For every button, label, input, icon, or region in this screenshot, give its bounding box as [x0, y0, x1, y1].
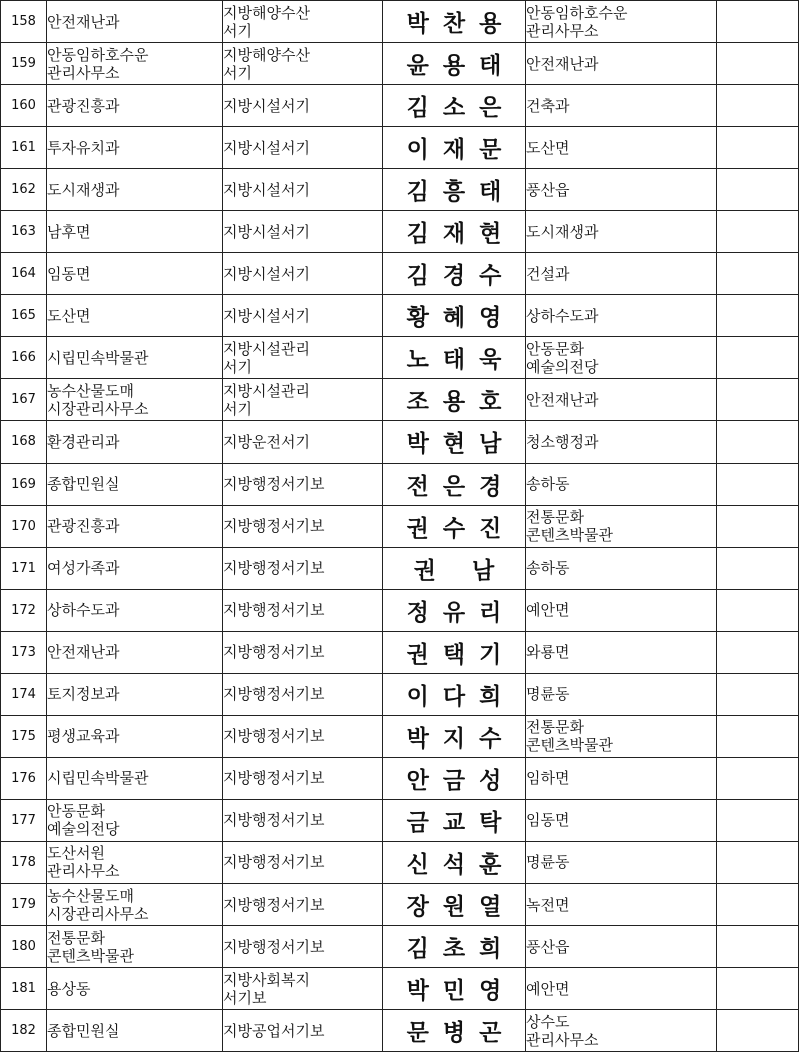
new-assignment [526, 337, 717, 379]
table-row [1, 547, 799, 589]
grade-line: 지방시설관리 [223, 381, 310, 400]
table-row [1, 295, 799, 337]
new-assignment [526, 379, 717, 421]
personnel-table-body [1, 1, 799, 1052]
grade-line: 지방행정서기보 [223, 475, 325, 494]
job-grade [223, 757, 383, 799]
assign-line: 상하수도과 [526, 306, 599, 325]
employee-name: 신석훈 [406, 850, 516, 878]
assign-line: 풍산읍 [526, 180, 570, 199]
dept-line: 여성가족과 [47, 559, 120, 578]
remarks [717, 505, 799, 547]
grade-line: 지방시설서기 [223, 96, 310, 115]
grade-line: 지방해양수산 [223, 45, 310, 64]
dept-line: 도시재생과 [47, 180, 120, 199]
employee-name: 황혜영 [406, 304, 516, 332]
remarks [717, 295, 799, 337]
table-row [1, 589, 799, 631]
current-department [47, 1010, 223, 1052]
employee-name-cell [383, 673, 526, 715]
assign-line: 전통문화 [526, 718, 584, 737]
remarks [717, 85, 799, 127]
row-number: 173 [1, 631, 47, 673]
table-row [1, 505, 799, 547]
row-number: 167 [1, 379, 47, 421]
employee-name-cell [383, 211, 526, 253]
employee-name-cell [383, 379, 526, 421]
assign-line: 건설과 [526, 264, 570, 283]
assign-line: 안동임하호수운 [526, 3, 628, 22]
grade-line: 지방시설서기 [223, 138, 310, 157]
grade-line: 지방행정서기보 [223, 895, 325, 914]
new-assignment [526, 211, 717, 253]
new-assignment [526, 631, 717, 673]
employee-name-cell [383, 757, 526, 799]
row-number: 165 [1, 295, 47, 337]
current-department [47, 463, 223, 505]
current-department [47, 295, 223, 337]
table-row [1, 169, 799, 211]
current-department [47, 841, 223, 883]
remarks [717, 379, 799, 421]
table-row [1, 421, 799, 463]
employee-name-cell [383, 505, 526, 547]
employee-name-cell [383, 715, 526, 757]
grade-line: 지방시설서기 [223, 306, 310, 325]
grade-line: 지방행정서기보 [223, 811, 325, 830]
new-assignment [526, 883, 717, 925]
new-assignment [526, 505, 717, 547]
dept-line: 관광진흥과 [47, 96, 120, 115]
assign-line: 상수도 [526, 1012, 570, 1031]
row-number: 161 [1, 127, 47, 169]
new-assignment [526, 463, 717, 505]
dept-line: 콘텐츠박물관 [47, 946, 134, 965]
dept-line: 관광진흥과 [47, 517, 120, 536]
employee-name: 박지수 [406, 724, 516, 752]
employee-name: 안금성 [406, 766, 516, 794]
dept-line: 환경관리과 [47, 432, 120, 451]
employee-name: 김경수 [406, 262, 516, 290]
dept-line: 관리사무소 [47, 63, 120, 82]
table-row [1, 43, 799, 85]
table-row [1, 926, 799, 968]
new-assignment [526, 799, 717, 841]
employee-name: 김초희 [406, 935, 516, 963]
row-number: 159 [1, 43, 47, 85]
current-department [47, 968, 223, 1010]
assign-line: 송하동 [526, 559, 570, 578]
current-department [47, 85, 223, 127]
row-number: 170 [1, 505, 47, 547]
grade-line: 지방행정서기보 [223, 937, 325, 956]
employee-name-cell [383, 1, 526, 43]
job-grade [223, 337, 383, 379]
job-grade [223, 127, 383, 169]
grade-line: 서기 [223, 399, 252, 418]
dept-line: 시장관리사무소 [47, 399, 149, 418]
remarks [717, 337, 799, 379]
assign-line: 명륜동 [526, 853, 570, 872]
remarks [717, 841, 799, 883]
remarks [717, 253, 799, 295]
job-grade [223, 841, 383, 883]
row-number: 166 [1, 337, 47, 379]
job-grade [223, 715, 383, 757]
dept-line: 농수산물도매 [47, 381, 134, 400]
current-department [47, 379, 223, 421]
grade-line: 지방행정서기보 [223, 601, 325, 620]
row-number: 162 [1, 169, 47, 211]
employee-name: 조용호 [406, 388, 516, 416]
table-row [1, 799, 799, 841]
assign-line: 건축과 [526, 96, 570, 115]
employee-name: 장원열 [406, 893, 516, 920]
assign-line: 콘텐츠박물관 [526, 736, 613, 755]
row-number: 174 [1, 673, 47, 715]
new-assignment [526, 926, 717, 968]
row-number: 175 [1, 715, 47, 757]
employee-name-cell [383, 43, 526, 85]
grade-line: 지방행정서기보 [223, 853, 325, 872]
remarks [717, 757, 799, 799]
employee-name: 권수진 [406, 514, 516, 542]
employee-name: 금교탁 [406, 808, 516, 836]
remarks [717, 1010, 799, 1052]
new-assignment [526, 1010, 717, 1052]
table-row [1, 841, 799, 883]
current-department [47, 337, 223, 379]
grade-line: 지방시설관리 [223, 339, 310, 358]
table-row [1, 631, 799, 673]
job-grade [223, 253, 383, 295]
assign-line: 송하동 [526, 475, 570, 494]
grade-line: 지방시설서기 [223, 180, 310, 199]
table-row [1, 211, 799, 253]
new-assignment [526, 85, 717, 127]
grade-line: 지방시설서기 [223, 264, 310, 283]
current-department [47, 631, 223, 673]
job-grade [223, 1010, 383, 1052]
assign-line: 관리사무소 [526, 1030, 599, 1049]
employee-name-cell [383, 127, 526, 169]
dept-line: 시립민속박물관 [47, 769, 149, 788]
remarks [717, 673, 799, 715]
job-grade [223, 211, 383, 253]
remarks [717, 926, 799, 968]
dept-line: 임동면 [47, 264, 91, 283]
row-number: 172 [1, 589, 47, 631]
row-number: 168 [1, 421, 47, 463]
assign-line: 와룡면 [526, 643, 570, 662]
current-department [47, 211, 223, 253]
employee-name: 김소은 [406, 94, 516, 122]
job-grade [223, 505, 383, 547]
employee-name: 박찬용 [406, 10, 516, 38]
remarks [717, 211, 799, 253]
job-grade [223, 589, 383, 631]
row-number: 158 [1, 1, 47, 43]
job-grade [223, 883, 383, 925]
new-assignment [526, 1, 717, 43]
dept-line: 시장관리사무소 [47, 904, 149, 923]
current-department [47, 505, 223, 547]
employee-name-cell [383, 631, 526, 673]
assign-line: 녹전면 [526, 895, 570, 914]
employee-name-cell [383, 295, 526, 337]
job-grade [223, 379, 383, 421]
grade-line: 지방행정서기보 [223, 517, 325, 536]
grade-line: 서기 [223, 357, 252, 376]
employee-name: 김흥태 [406, 178, 516, 206]
new-assignment [526, 757, 717, 799]
assign-line: 청소행정과 [526, 432, 599, 451]
employee-name: 정유리 [406, 598, 516, 626]
remarks [717, 799, 799, 841]
grade-line: 서기 [223, 63, 252, 82]
remarks [717, 1, 799, 43]
new-assignment [526, 547, 717, 589]
job-grade [223, 799, 383, 841]
job-grade [223, 295, 383, 337]
new-assignment [526, 968, 717, 1010]
assign-line: 도산면 [526, 138, 570, 157]
employee-name-cell [383, 169, 526, 211]
assign-line: 전통문화 [526, 508, 584, 527]
dept-line: 안전재난과 [47, 12, 120, 31]
remarks [717, 715, 799, 757]
new-assignment [526, 253, 717, 295]
new-assignment [526, 127, 717, 169]
job-grade [223, 547, 383, 589]
new-assignment [526, 295, 717, 337]
row-number: 163 [1, 211, 47, 253]
row-number: 179 [1, 883, 47, 925]
current-department [47, 169, 223, 211]
assign-line: 안전재난과 [526, 390, 599, 409]
assign-line: 안전재난과 [526, 54, 599, 73]
remarks [717, 589, 799, 631]
table-row [1, 85, 799, 127]
current-department [47, 757, 223, 799]
assign-line: 풍산읍 [526, 937, 570, 956]
table-row [1, 1, 799, 43]
grade-line: 지방행정서기보 [223, 727, 325, 746]
employee-name: 이재문 [406, 136, 516, 164]
remarks [717, 883, 799, 925]
assign-line: 예안면 [526, 601, 570, 620]
employee-name-cell [383, 253, 526, 295]
current-department [47, 883, 223, 925]
grade-line: 지방공업서기보 [223, 1021, 325, 1040]
assign-line: 관리사무소 [526, 21, 599, 40]
new-assignment [526, 589, 717, 631]
row-number: 178 [1, 841, 47, 883]
grade-line: 지방행정서기보 [223, 769, 325, 788]
employee-name-cell [383, 841, 526, 883]
employee-name: 노태욱 [406, 346, 516, 374]
table-row [1, 1010, 799, 1052]
employee-name: 이다희 [406, 682, 516, 710]
table-row [1, 715, 799, 757]
grade-line: 지방시설서기 [223, 222, 310, 241]
dept-line: 도산서원 [47, 844, 105, 863]
current-department [47, 547, 223, 589]
assign-line: 임동면 [526, 811, 570, 830]
table-row [1, 127, 799, 169]
grade-line: 지방해양수산 [223, 3, 310, 22]
employee-name-cell [383, 799, 526, 841]
new-assignment [526, 421, 717, 463]
job-grade [223, 673, 383, 715]
new-assignment [526, 715, 717, 757]
dept-line: 시립민속박물관 [47, 348, 149, 367]
employee-name: 김재현 [406, 220, 516, 248]
remarks [717, 547, 799, 589]
remarks [717, 463, 799, 505]
employee-name-cell [383, 85, 526, 127]
dept-line: 상하수도과 [47, 601, 120, 620]
current-department [47, 43, 223, 85]
dept-line: 안동임하호수운 [47, 45, 149, 64]
grade-line: 서기 [223, 21, 252, 40]
row-number: 164 [1, 253, 47, 295]
row-number: 171 [1, 547, 47, 589]
dept-line: 용상동 [47, 979, 91, 998]
remarks [717, 968, 799, 1010]
employee-name-cell [383, 883, 526, 925]
dept-line: 안동문화 [47, 802, 105, 821]
current-department [47, 799, 223, 841]
row-number: 160 [1, 85, 47, 127]
job-grade [223, 463, 383, 505]
remarks [717, 631, 799, 673]
current-department [47, 589, 223, 631]
row-number: 182 [1, 1010, 47, 1052]
employee-name-cell [383, 968, 526, 1010]
new-assignment [526, 841, 717, 883]
new-assignment [526, 43, 717, 85]
assign-line: 임하면 [526, 769, 570, 788]
dept-line: 전통문화 [47, 928, 105, 947]
employee-name: 윤용태 [406, 52, 516, 80]
employee-name-cell [383, 1010, 526, 1052]
grade-line: 지방행정서기보 [223, 685, 325, 704]
job-grade [223, 631, 383, 673]
job-grade [223, 1, 383, 43]
table-row [1, 379, 799, 421]
remarks [717, 169, 799, 211]
employee-name-cell [383, 421, 526, 463]
table-row [1, 337, 799, 379]
dept-line: 투자유치과 [47, 138, 120, 157]
employee-name-cell [383, 589, 526, 631]
job-grade [223, 968, 383, 1010]
dept-line: 안전재난과 [47, 643, 120, 662]
job-grade [223, 169, 383, 211]
job-grade [223, 43, 383, 85]
new-assignment [526, 169, 717, 211]
remarks [717, 43, 799, 85]
employee-name: 박민영 [406, 977, 516, 1005]
current-department [47, 673, 223, 715]
assign-line: 안동문화 [526, 339, 584, 358]
employee-name: 권 남 [413, 556, 509, 584]
table-row [1, 253, 799, 295]
grade-line: 지방행정서기보 [223, 643, 325, 662]
remarks [717, 421, 799, 463]
dept-line: 남후면 [47, 222, 91, 241]
grade-line: 지방행정서기보 [223, 559, 325, 578]
new-assignment [526, 673, 717, 715]
table-row [1, 757, 799, 799]
employee-name-cell [383, 926, 526, 968]
dept-line: 평생교육과 [47, 727, 120, 746]
current-department [47, 127, 223, 169]
assign-line: 예술의전당 [526, 357, 599, 376]
dept-line: 도산면 [47, 306, 91, 325]
current-department [47, 926, 223, 968]
current-department [47, 715, 223, 757]
employee-name: 박현남 [406, 430, 516, 458]
row-number: 169 [1, 463, 47, 505]
employee-name-cell [383, 463, 526, 505]
assign-line: 콘텐츠박물관 [526, 526, 613, 545]
current-department [47, 421, 223, 463]
assign-line: 예안면 [526, 979, 570, 998]
current-department [47, 253, 223, 295]
employee-name-cell [383, 547, 526, 589]
dept-line: 종합민원실 [47, 1021, 120, 1040]
table-row [1, 968, 799, 1010]
table-row [1, 883, 799, 925]
grade-line: 지방운전서기 [223, 432, 310, 451]
row-number: 177 [1, 799, 47, 841]
assign-line: 명륜동 [526, 685, 570, 704]
remarks [717, 127, 799, 169]
job-grade [223, 421, 383, 463]
grade-line: 지방사회복지 [223, 970, 310, 989]
job-grade [223, 926, 383, 968]
table-row [1, 673, 799, 715]
employee-name-cell [383, 337, 526, 379]
assign-line: 도시재생과 [526, 222, 599, 241]
current-department [47, 1, 223, 43]
dept-line: 관리사무소 [47, 862, 120, 881]
dept-line: 종합민원실 [47, 475, 120, 494]
employee-name: 권택기 [406, 640, 516, 668]
employee-name: 문병곤 [406, 1019, 516, 1047]
dept-line: 토지정보과 [47, 685, 120, 704]
employee-name: 전은경 [406, 472, 516, 500]
job-grade [223, 85, 383, 127]
dept-line: 농수산물도매 [47, 886, 134, 905]
row-number: 176 [1, 757, 47, 799]
dept-line: 예술의전당 [47, 820, 120, 839]
row-number: 180 [1, 926, 47, 968]
grade-line: 서기보 [223, 988, 267, 1007]
table-row [1, 463, 799, 505]
row-number: 181 [1, 968, 47, 1010]
